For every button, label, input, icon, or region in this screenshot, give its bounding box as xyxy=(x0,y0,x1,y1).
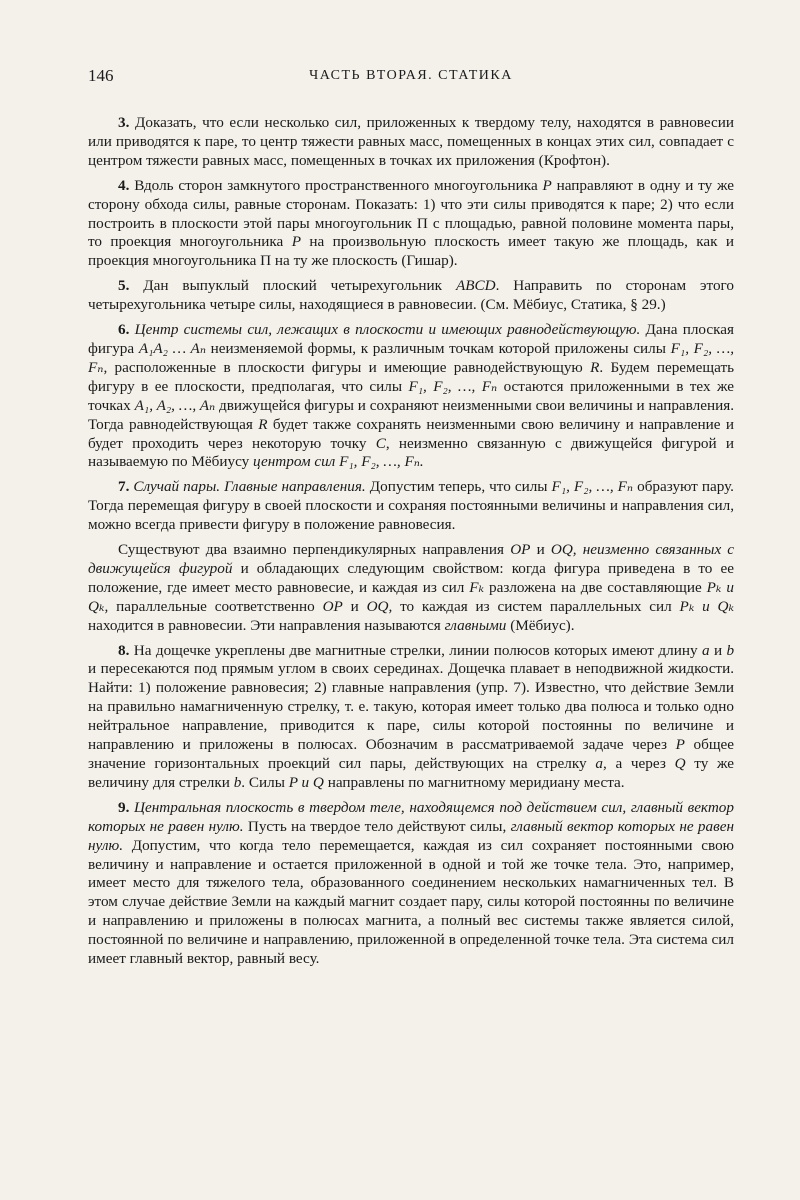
problem-text: . Будем перемещать фигуру в ее плоскости, предполагая, что силы xyxy=(88,358,735,395)
problem-9 xyxy=(88,799,734,969)
problem-text: Существуют два взаимно перпендикулярных направления xyxy=(118,541,505,559)
problem-text: Допустим теперь, что силы xyxy=(369,478,548,496)
symbol: F₁, F₂, …, Fₙ xyxy=(408,377,498,395)
problem-text: то каждая из систем параллельных сил xyxy=(400,597,672,615)
symbol: OP xyxy=(322,597,343,615)
symbol: R xyxy=(590,358,600,376)
symbol: Fₖ xyxy=(469,578,485,596)
problem-text: образуют пару. Тогда перемещая фигуру в своей плоскости и сохраняя постоянными величины и направления сил, можно всегда привести фигуру в положение равновесия. xyxy=(88,478,734,534)
symbol: P xyxy=(542,176,552,194)
symbol: R xyxy=(258,415,268,433)
symbol: F₁, F₂, …, Fₙ. xyxy=(339,453,424,471)
problem-text: находится в равновесии. Эти направления называются xyxy=(88,616,441,634)
problem-text: Дана плоская фигура xyxy=(88,321,735,357)
symbol: F₁, F₂, …, Fₙ xyxy=(551,478,634,496)
problem-number: 4. xyxy=(118,176,130,194)
problem-8 xyxy=(88,642,734,793)
symbol: C xyxy=(375,434,386,452)
problem-7 xyxy=(88,478,734,535)
symbol: a xyxy=(701,641,710,659)
problem-3 xyxy=(88,114,734,171)
problem-text: направлены по магнитному меридиану места. xyxy=(327,773,625,791)
symbol: P и Q xyxy=(288,773,324,791)
problem-6 xyxy=(88,321,734,472)
problem-text: на произвольную плоскость имеет такую же площадь, как и проекция многоугольника П на ту же плоскость (Гишар). xyxy=(88,233,735,270)
problem-text: , неизменно связанную с движущейся фигурой и называемую по Мёбиусу xyxy=(88,434,734,471)
problem-text: . Направить по сторонам этого четырехугольника четыре силы, находящиеся в равновесии. (См. Мёбиус, Статика, § 29.) xyxy=(88,277,734,314)
problem-text: Доказать, что если несколько сил, приложенных к твердому телу, находятся в равновесии или приводятся к паре, то центр тяжести равных масс, помещенных в концах этих сил, совпадает с центром тяжести равных масс, помещенных в точках их приложения (Крофтон). xyxy=(88,114,735,169)
problem-text: , расположенные в плоскости фигуры и имеющие равнодействующую xyxy=(103,358,583,376)
term: главными xyxy=(444,616,507,634)
symbol: F₁, F₂, …, Fₙ xyxy=(88,339,735,376)
symbol: b xyxy=(726,641,735,659)
problem-number: 3. xyxy=(118,114,130,131)
problem-text: движущейся фигуры и сохраняют неизменными свои величины и направления. Тогда равнодействующая xyxy=(88,396,734,433)
symbol: Q xyxy=(674,755,686,772)
problem-text: и обладающих следующим свойством: когда фигура приведена в то ее положение, где имеет место равновесие, и каждая из сил xyxy=(88,559,734,596)
problem-text: Допустим, что когда тело перемещается, каждая из сил сохраняет постоянными свою величину и направление и остается приложенной в одной и той же точке тела. Это, например, имеет место для тяжелого тела, образованного соединением нескольких намагниченных тел. В этом случае действие Земли на каждый магнит создает пару, силы которой постоянны по величине и направлению и приложены в полюсах магнита, а полный вес системы также является силой, постоянной по величине и направлению, приложенной в определенной точке тела. Эта система сил имеет главный вектор, равный весу. xyxy=(88,836,735,968)
problem-text: общее значение горизонтальных проекций сил пары, действующих на стрелку xyxy=(88,736,735,772)
symbol: b xyxy=(233,773,242,791)
term: неизменно связанных с движущейся фигурой xyxy=(88,541,735,577)
term: главный вектор которых не равен нулю. xyxy=(88,817,734,854)
problem-text: (Мёбиус). xyxy=(510,616,575,634)
symbol: Pₖ и Qₖ xyxy=(679,597,735,615)
problem-title: Центр системы сил, лежащих в плоскости и имеющих равнодействующую. xyxy=(134,321,641,339)
problem-title: Центральная плоскость в твердом теле, находящемся под действием сил, главный вектор которых не равен нулю. xyxy=(88,798,734,835)
symbol: OQ, xyxy=(366,597,393,615)
symbol: P xyxy=(675,736,685,754)
problem-number: 8. xyxy=(118,641,130,659)
problem-number: 9. xyxy=(118,798,130,816)
problem-text: остаются приложенными в тех же точках xyxy=(88,377,735,414)
term: центром сил xyxy=(253,453,336,471)
symbol: P xyxy=(291,233,301,251)
symbol: Pₖ и Qₖ, xyxy=(88,578,735,615)
problem-text: направляют в одну и ту же сторону обхода силы, равные сторонам. Показать: 1) что эти силы приводятся к паре; 2) что если построить в плоскости этой пары многоугольник П с площадью, равной половине момента пары, то проекция многоугольника xyxy=(88,176,735,251)
problem-text: На дощечке укреплены две магнитные стрелки, линии полюсов которых имеют длину xyxy=(133,641,698,659)
problem-number: 6. xyxy=(118,321,130,339)
problem-text: и пересекаются под прямым углом в своих серединах. Дощечка плавает в неподвижной жидкости. Найти: 1) положение равновесия; 2) главные направления (упр. 7). Известно, что действие Земли на правильно намагниченную стрелку, т. е. такую, которая имеет только два полюса и только одно нейтральное направление, приводится к паре, силы которой постоянны по величине и направлению и приложены в полюсах. Обозначим в рассматриваемой задаче через xyxy=(88,660,734,754)
problem-text: и xyxy=(350,597,359,615)
symbol: A₁A₂ … Aₙ xyxy=(138,339,206,357)
problem-title: Случай пары. Главные направления. xyxy=(133,478,366,496)
problem-text: и xyxy=(536,541,545,559)
problem-text: неизменяемой формы, к различным точкам которой приложены силы xyxy=(210,339,666,357)
problem-4 xyxy=(88,177,734,272)
problem-text: разложена на две составляющие xyxy=(489,578,702,596)
symbol: OP xyxy=(510,541,531,559)
symbol: OQ, xyxy=(550,541,577,559)
page-header xyxy=(88,66,734,96)
problem-number: 5. xyxy=(118,277,130,295)
problem-5 xyxy=(88,277,734,315)
problem-number: 7. xyxy=(118,478,130,496)
problem-text: параллельные соответственно xyxy=(116,597,315,615)
symbol: a xyxy=(595,755,603,772)
problem-text: . Силы xyxy=(241,773,285,791)
running-title: ЧАСТЬ ВТОРАЯ. СТАТИКА xyxy=(309,68,513,83)
problem-text: , а через xyxy=(602,755,666,772)
problem-text: Вдоль сторон замкнутого пространственного многоугольника xyxy=(134,176,538,194)
symbol: ABCD xyxy=(455,277,496,295)
problem-text: Пусть на твердое тело действуют силы, xyxy=(247,817,507,835)
problem-text: Дан выпуклый плоский четырехугольник xyxy=(143,277,443,295)
page-body xyxy=(88,114,734,969)
symbol: A₁, A₂, …, Aₙ xyxy=(134,396,216,414)
problem-text: и xyxy=(713,641,723,659)
problem-7-continued xyxy=(88,541,734,636)
problem-text: будет также сохранять неизменными свою величину и направление и будет проходить через некоторую точку xyxy=(88,415,735,452)
problem-text: ту же величину для стрелки xyxy=(88,755,735,791)
page-number: 146 xyxy=(88,66,114,85)
